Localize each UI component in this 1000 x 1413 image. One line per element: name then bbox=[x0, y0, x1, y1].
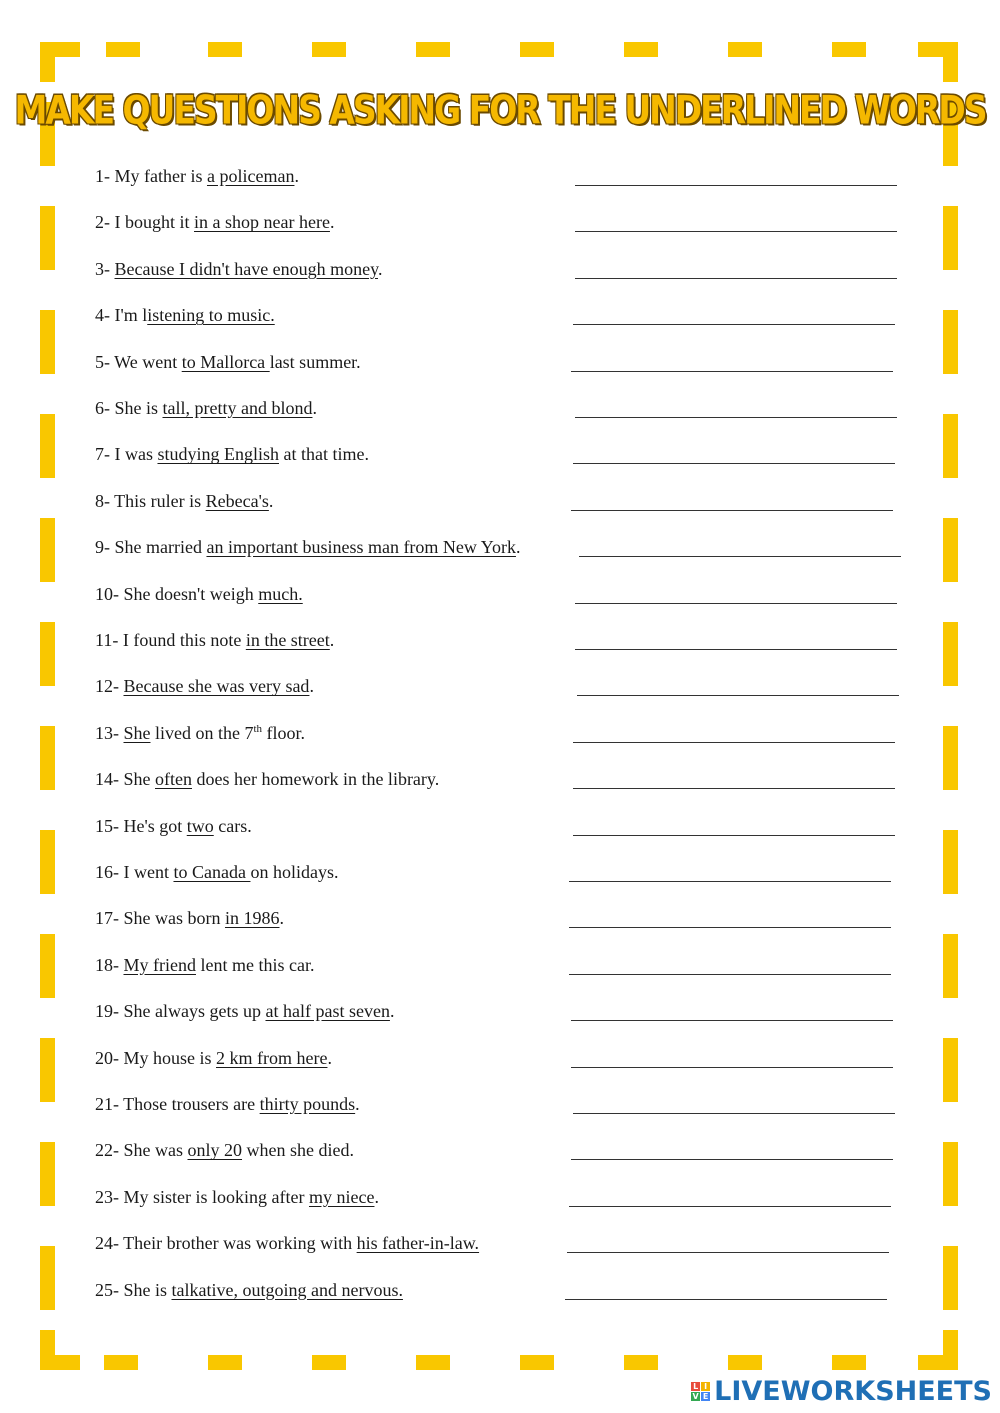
text-segment: . bbox=[279, 908, 284, 929]
underlined-words: studying English bbox=[157, 444, 279, 465]
question-row bbox=[95, 676, 915, 706]
underlined-words: two bbox=[186, 815, 214, 836]
underlined-words: tall, pretty and blond bbox=[162, 398, 313, 418]
text-segment: cars. bbox=[213, 815, 252, 836]
text-segment: . bbox=[389, 1001, 395, 1022]
answer-blank[interactable] bbox=[579, 556, 901, 557]
liveworksheets-logo-icon bbox=[691, 1382, 710, 1401]
question-text bbox=[95, 816, 252, 837]
text-segment: 21- Those trousers are bbox=[95, 1094, 260, 1114]
question-row bbox=[95, 723, 915, 753]
question-row bbox=[95, 491, 915, 521]
answer-blank[interactable] bbox=[573, 463, 895, 464]
question-text bbox=[95, 1140, 354, 1161]
text-segment: . bbox=[294, 166, 299, 186]
text-segment: 19- She always gets up bbox=[95, 1001, 266, 1022]
answer-blank[interactable] bbox=[575, 231, 897, 232]
question-text bbox=[95, 537, 520, 558]
question-text bbox=[95, 1233, 479, 1254]
underlined-words: at half past seven bbox=[265, 1001, 390, 1022]
question-row bbox=[95, 630, 915, 660]
underlined-words: My friend bbox=[123, 954, 196, 975]
text-segment: 6- She is bbox=[95, 398, 163, 418]
text-segment: lent me this car. bbox=[195, 954, 315, 975]
question-row bbox=[95, 352, 915, 382]
text-segment: 22- She was bbox=[95, 1140, 188, 1161]
question-text bbox=[95, 723, 305, 744]
text-segment: . bbox=[515, 537, 521, 558]
question-row bbox=[95, 537, 915, 567]
question-text bbox=[95, 1187, 379, 1208]
answer-blank[interactable] bbox=[575, 649, 897, 650]
underlined-words: in the street bbox=[245, 630, 330, 650]
superscript: th bbox=[253, 722, 263, 735]
text-segment: 1- My father is bbox=[95, 166, 207, 186]
question-row bbox=[95, 398, 915, 428]
answer-blank[interactable] bbox=[569, 927, 891, 928]
question-text bbox=[95, 1048, 332, 1069]
underlined-words: 2 km from here bbox=[216, 1047, 328, 1068]
underlined-words: his father-in-law. bbox=[356, 1233, 480, 1254]
logo-letter: E bbox=[702, 1392, 709, 1401]
underlined-words: much. bbox=[258, 583, 303, 604]
answer-blank[interactable] bbox=[573, 788, 895, 789]
answer-blank[interactable] bbox=[575, 185, 897, 186]
text-segment: on holidays. bbox=[250, 862, 339, 882]
text-segment: 11- I found this note bbox=[95, 630, 246, 650]
question-row bbox=[95, 862, 915, 892]
text-segment: last summer. bbox=[269, 351, 361, 372]
question-row bbox=[95, 259, 915, 289]
question-text bbox=[95, 676, 314, 697]
question-text bbox=[95, 1280, 403, 1301]
text-segment: when she died. bbox=[242, 1140, 354, 1161]
answer-blank[interactable] bbox=[569, 881, 891, 882]
text-segment: 25- She is bbox=[95, 1279, 172, 1300]
question-text bbox=[95, 212, 334, 233]
underlined-words: an important business man from New York bbox=[206, 537, 516, 558]
question-row bbox=[95, 1187, 915, 1217]
logo-letter: L bbox=[693, 1382, 699, 1391]
question-text bbox=[95, 955, 314, 976]
text-segment: 4- I'm l bbox=[95, 305, 148, 326]
footer-brand bbox=[691, 1376, 992, 1407]
answer-blank[interactable] bbox=[573, 1113, 895, 1114]
text-segment: 14- She bbox=[95, 769, 155, 790]
answer-blank[interactable] bbox=[577, 695, 899, 696]
question-row bbox=[95, 166, 915, 196]
text-segment: at that time. bbox=[279, 444, 369, 465]
question-text bbox=[95, 1094, 360, 1115]
question-text bbox=[95, 444, 369, 465]
text-segment: . bbox=[327, 1047, 332, 1068]
text-segment: 3- bbox=[95, 258, 115, 279]
underlined-words: istening to music. bbox=[147, 305, 275, 326]
question-row bbox=[95, 444, 915, 474]
answer-blank[interactable] bbox=[569, 974, 891, 975]
question-row bbox=[95, 908, 915, 938]
question-row bbox=[95, 1094, 915, 1124]
underlined-words: a policeman bbox=[206, 166, 295, 186]
text-segment: 23- My sister is looking after bbox=[95, 1186, 309, 1207]
text-segment: 2- I bought it bbox=[95, 212, 194, 233]
question-text bbox=[95, 491, 273, 512]
question-text bbox=[95, 398, 317, 419]
question-row bbox=[95, 212, 915, 242]
question-text bbox=[95, 259, 383, 280]
answer-blank[interactable] bbox=[575, 278, 897, 279]
text-segment: does her homework in the library. bbox=[191, 769, 440, 790]
underlined-words: my niece bbox=[308, 1186, 375, 1207]
underlined-words: only 20 bbox=[187, 1140, 243, 1161]
answer-blank[interactable] bbox=[575, 603, 897, 604]
text-segment: 20- My house is bbox=[95, 1047, 216, 1068]
question-row bbox=[95, 1048, 915, 1078]
question-text bbox=[95, 862, 338, 883]
question-row bbox=[95, 584, 915, 614]
brand-name: LIVEWORKSHEETS bbox=[714, 1376, 992, 1407]
answer-blank[interactable] bbox=[567, 1252, 889, 1253]
answer-blank[interactable] bbox=[569, 1206, 891, 1207]
answer-blank[interactable] bbox=[571, 1020, 893, 1021]
question-text bbox=[95, 908, 284, 929]
question-text bbox=[95, 1001, 394, 1022]
question-row bbox=[95, 1140, 915, 1170]
question-text bbox=[95, 584, 303, 605]
text-segment: . bbox=[312, 398, 317, 418]
text-segment: . bbox=[329, 630, 335, 650]
question-row bbox=[95, 1280, 915, 1310]
text-segment: lived on the 7 bbox=[150, 722, 254, 743]
text-segment: 18- bbox=[95, 954, 124, 975]
text-segment: floor. bbox=[262, 722, 306, 743]
question-text bbox=[95, 352, 361, 373]
question-row bbox=[95, 1233, 915, 1263]
text-segment: . bbox=[309, 676, 314, 697]
text-segment: 13- bbox=[95, 722, 124, 743]
question-row bbox=[95, 955, 915, 985]
answer-blank[interactable] bbox=[573, 324, 895, 325]
answer-blank[interactable] bbox=[571, 1159, 893, 1160]
answer-blank[interactable] bbox=[565, 1299, 887, 1300]
underlined-words: in a shop near here bbox=[194, 212, 330, 233]
question-text bbox=[95, 305, 275, 326]
text-segment: 16- I went bbox=[95, 862, 174, 882]
underlined-words: to Mallorca bbox=[181, 351, 270, 372]
text-segment: . bbox=[378, 258, 383, 279]
text-segment: 17- She was born bbox=[95, 908, 225, 929]
underlined-words: Because I didn't have enough money bbox=[114, 258, 378, 279]
text-segment: 12- bbox=[95, 676, 124, 697]
text-segment: . bbox=[268, 490, 274, 511]
underlined-words: Because she was very sad bbox=[123, 676, 310, 697]
logo-letter: I bbox=[701, 1382, 710, 1391]
text-segment: 10- She doesn't weigh bbox=[95, 583, 259, 604]
underlined-words: to Canada bbox=[173, 862, 251, 882]
text-segment: 24- Their brother was working with bbox=[95, 1233, 357, 1254]
question-text bbox=[95, 166, 299, 187]
underlined-words: She bbox=[123, 722, 151, 743]
question-row bbox=[95, 1001, 915, 1031]
text-segment: 8- This ruler is bbox=[95, 490, 206, 511]
underlined-words: Rebeca's bbox=[205, 490, 269, 511]
question-row bbox=[95, 305, 915, 335]
text-segment: 5- We went bbox=[95, 351, 182, 372]
underlined-words: thirty pounds bbox=[259, 1094, 356, 1114]
text-segment: . bbox=[374, 1186, 379, 1207]
question-text bbox=[95, 769, 439, 790]
answer-blank[interactable] bbox=[575, 417, 897, 418]
worksheet-title: MAKE QUESTIONS ASKING FOR THE UNDERLINED WORDS bbox=[14, 86, 986, 133]
text-segment: . bbox=[329, 212, 335, 233]
text-segment: 15- He's got bbox=[95, 815, 187, 836]
answer-blank[interactable] bbox=[573, 835, 895, 836]
underlined-words: talkative, outgoing and nervous. bbox=[171, 1279, 403, 1300]
answer-blank[interactable] bbox=[573, 742, 895, 743]
answer-blank[interactable] bbox=[571, 1067, 893, 1068]
question-row bbox=[95, 769, 915, 799]
answer-blank[interactable] bbox=[571, 371, 893, 372]
text-segment: 9- She married bbox=[95, 537, 207, 558]
question-text bbox=[95, 630, 334, 651]
answer-blank[interactable] bbox=[571, 510, 893, 511]
logo-letter: V bbox=[692, 1392, 699, 1401]
underlined-words: in 1986 bbox=[224, 908, 280, 929]
underlined-words: often bbox=[155, 769, 192, 790]
text-segment: 7- I was bbox=[95, 444, 158, 465]
text-segment: . bbox=[355, 1094, 360, 1114]
question-row bbox=[95, 816, 915, 846]
